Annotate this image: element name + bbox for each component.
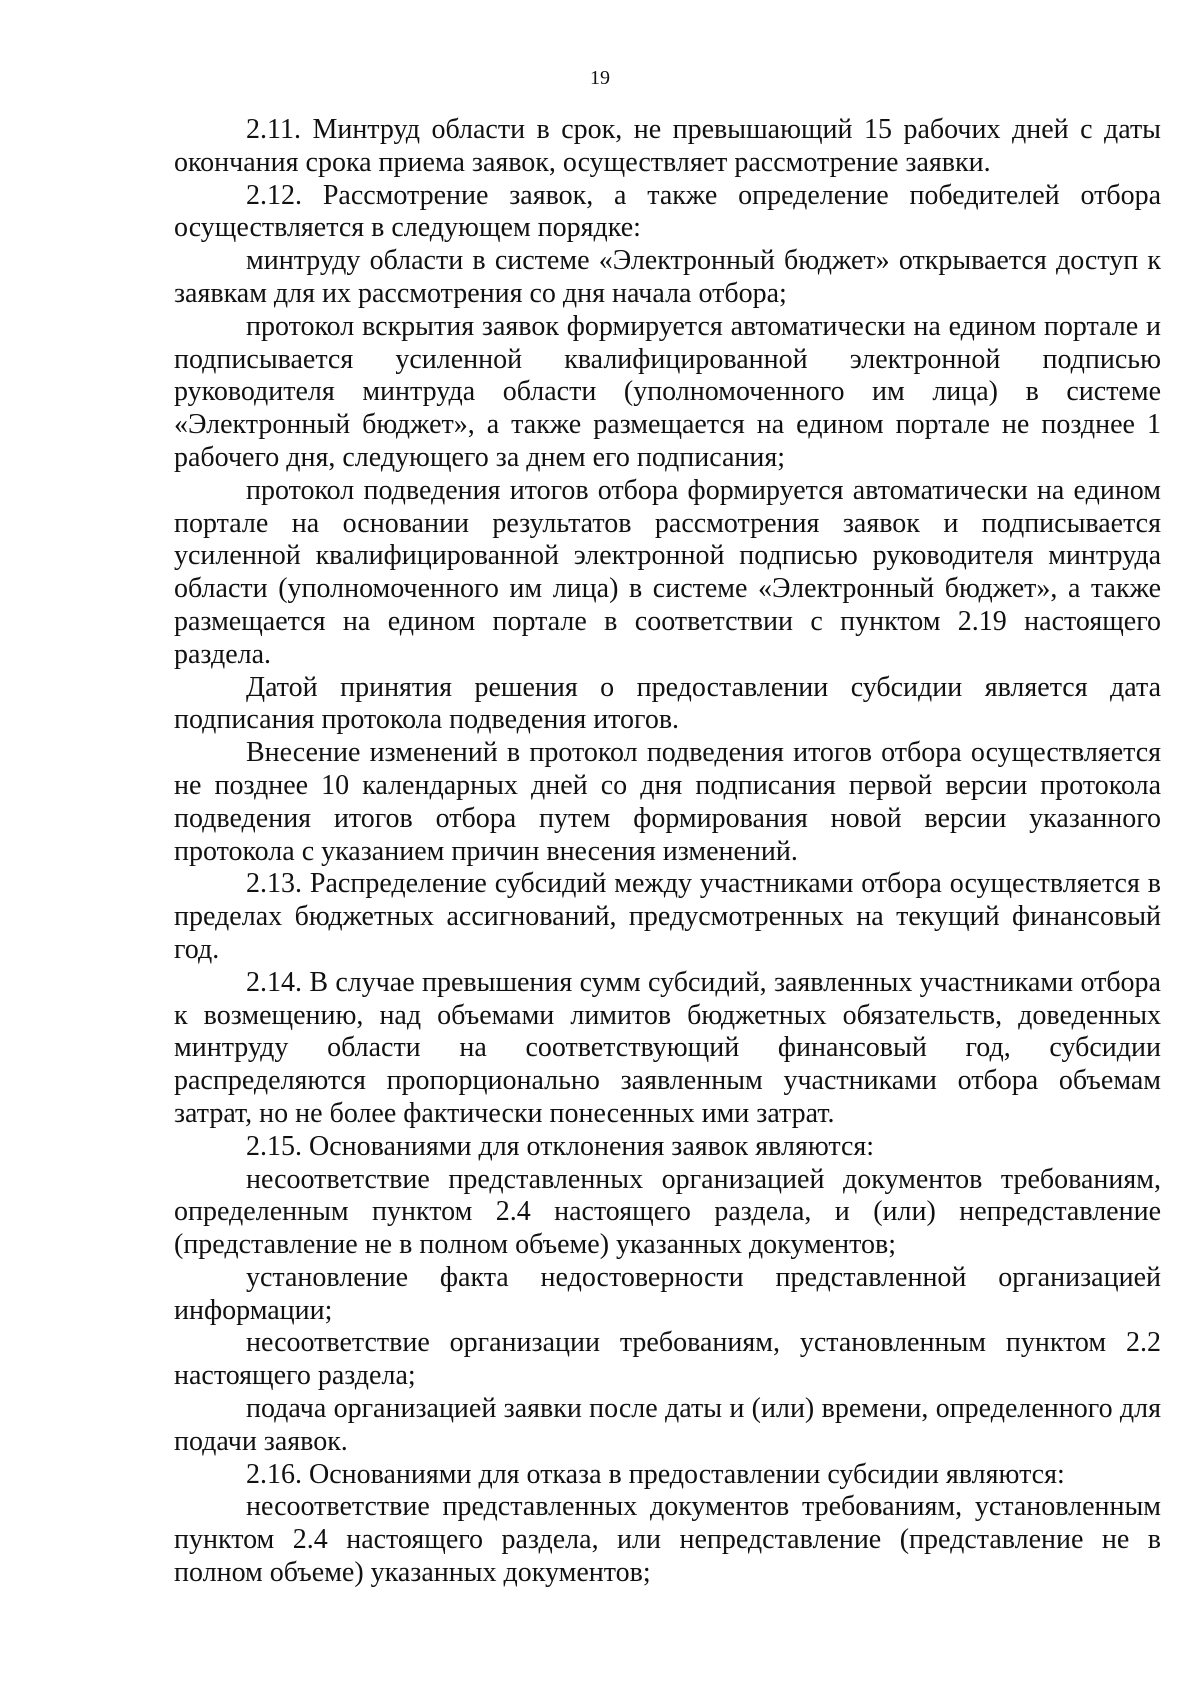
paragraph-2-13: 2.13. Распределение субсидий между участниками отбора осуществляется в пределах бюджетных ассигнований, предусмотренных на текущий финансовый год. — [174, 868, 1161, 965]
paragraph-results-protocol: протокол подведения итогов отбора формируется автоматически на едином портале на основании результатов рассмотрения заявок и подписывается усиленной квалифицированной электронной подписью руководителя минтруда области (уполномоченного им лица) в системе «Электронный бюджет», а также размещается на едином портале в соответствии с пунктом 2.19 настоящего раздела. — [174, 474, 1161, 670]
paragraph-2-11: 2.11. Минтруд области в срок, не превышающий 15 рабочих дней с даты окончания срока приема заявок, осуществляет рассмотрение заявки. — [174, 114, 1161, 178]
document-body — [174, 114, 1161, 1590]
paragraph-2-15: 2.15. Основаниями для отклонения заявок являются: — [246, 1130, 875, 1162]
paragraph-refusal-documents: несоответствие представленных документов требованиям, установленным пунктом 2.4 настоящего раздела, или непредставление (представление не в полном объеме) указанных документов; — [174, 1491, 1161, 1589]
paragraph-rejection-false-info: установление факта недостоверности представленной организацией информации; — [174, 1261, 1161, 1326]
paragraph-2-16: 2.16. Основаниями для отказа в предоставлении субсидии являются: — [246, 1458, 1065, 1490]
paragraph-rejection-requirements: несоответствие организации требованиям, установленным пунктом 2.2 настоящего раздела; — [174, 1327, 1161, 1392]
paragraph-2-12: 2.12. Рассмотрение заявок, а также определение победителей отбора осуществляется в следующем порядке: — [174, 179, 1161, 244]
paragraph-protocol-changes: Внесение изменений в протокол подведения итогов отбора осуществляется не позднее 10 календарных дней со дня подписания первой версии протокола подведения итогов отбора путем формирования новой версии указанного протокола с указанием причин внесения изменений. — [174, 737, 1161, 867]
paragraph-decision-date: Датой принятия решения о предоставлении субсидии является дата подписания протокола подведения итогов. — [174, 671, 1161, 736]
paragraph-opening-protocol: протокол вскрытия заявок формируется автоматически на едином портале и подписывается усиленной квалифицированной электронной подписью руководителя минтруда области (уполномоченного им лица) в системе «Электронный бюджет», а также размещается на едином портале не позднее 1 рабочего дня, следующего за днем его подписания; — [174, 310, 1161, 473]
paragraph-rejection-documents: несоответствие представленных организацией документов требованиям, определенным пунктом 2.4 настоящего раздела, и (или) непредставление (представление не в полном объеме) указанных документов; — [174, 1163, 1161, 1261]
paragraph-access: минтруду области в системе «Электронный бюджет» открывается доступ к заявкам для их рассмотрения со дня начала отбора; — [174, 245, 1161, 309]
paragraph-2-14: 2.14. В случае превышения сумм субсидий, заявленных участниками отбора к возмещению, над объемами лимитов бюджетных обязательств, доведенных минтруду области на соответствующий финансовый год, субсидии распределяются пропорционально заявленным участниками отбора объемам затрат, но не более фактически понесенных ими затрат. — [174, 966, 1161, 1129]
paragraph-rejection-late: подача организацией заявки после даты и (или) времени, определенного для подачи заявок. — [174, 1393, 1161, 1457]
page-number: 19 — [590, 67, 610, 89]
